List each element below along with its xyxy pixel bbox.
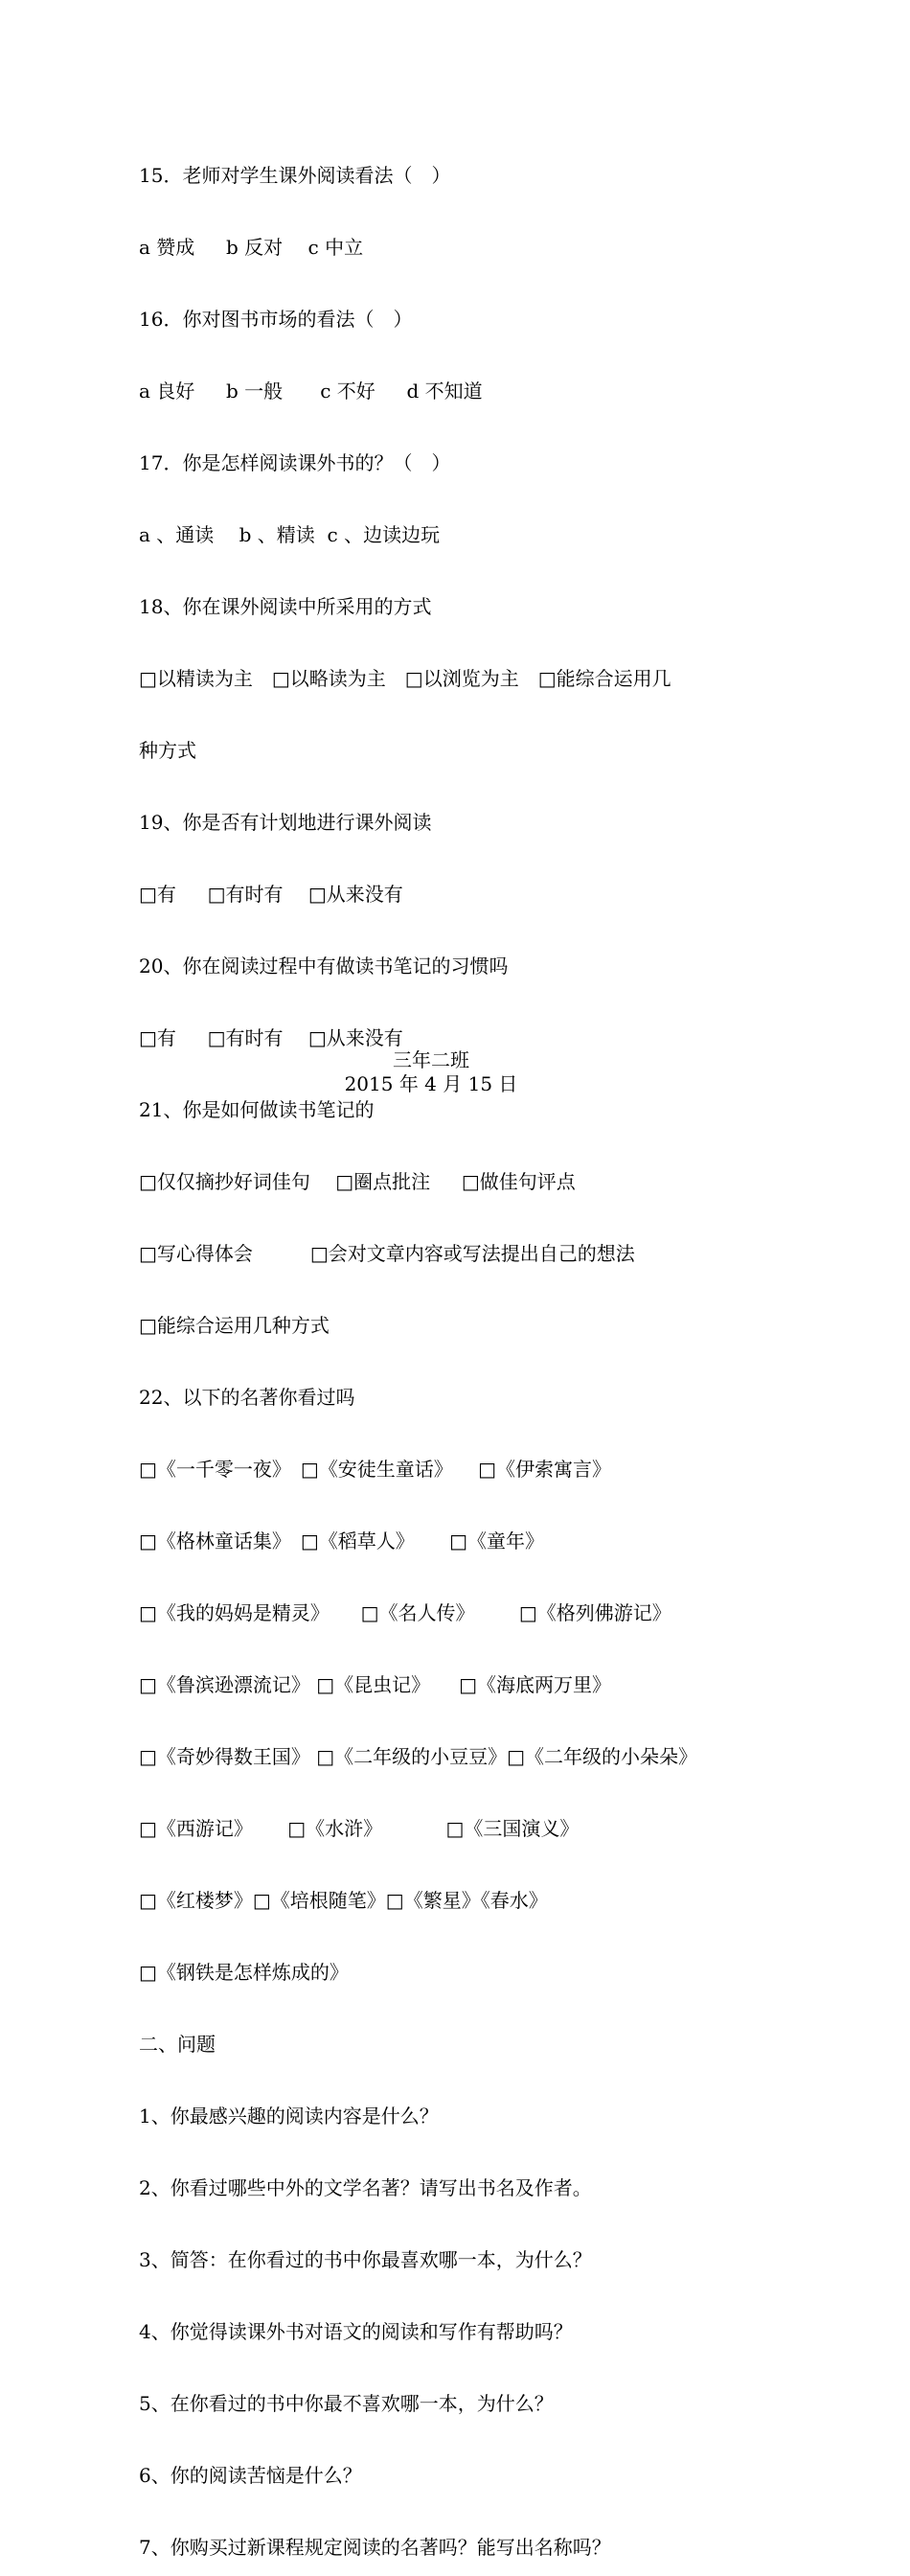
open-question-line: 6、你的阅读苦恼是什么？ bbox=[139, 2464, 362, 2487]
book-options-line: □《鲁滨逊漂流记》 □《昆虫记》 □《海底两万里》 bbox=[139, 1673, 612, 1696]
question-line: 19、你是否有计划地进行课外阅读 bbox=[139, 811, 432, 834]
open-question-line: 4、你觉得读课外书对语文的阅读和写作有帮助吗？ bbox=[139, 2320, 573, 2343]
questionnaire-body bbox=[139, 116, 809, 2576]
book-options-line: □《一千零一夜》 □《安徒生童话》 □《伊索寓言》 bbox=[139, 1458, 612, 1481]
checkbox-options-line: □写心得体会 □会对文章内容或写法提出自己的想法 bbox=[139, 1242, 635, 1265]
question-line: 16．你对图书市场的看法（ ） bbox=[139, 308, 413, 331]
book-options-line: □《我的妈妈是精灵》 □《名人传》 □《格列佛游记》 bbox=[139, 1601, 671, 1624]
open-question-line: 3、简答：在你看过的书中你最喜欢哪一本，为什么？ bbox=[139, 2248, 592, 2271]
checkbox-options-line: 种方式 bbox=[139, 739, 196, 762]
checkbox-options-line: □仅仅摘抄好词佳句 □圈点批注 □做佳句评点 bbox=[139, 1170, 576, 1193]
date-text: 2015 年 4 月 15 日 bbox=[344, 1072, 518, 1095]
question-line: 20、你在阅读过程中有做读书笔记的习惯吗 bbox=[139, 954, 509, 978]
question-line: 22、以下的名著你看过吗 bbox=[139, 1386, 355, 1409]
question-line: 18、你在课外阅读中所采用的方式 bbox=[139, 595, 432, 618]
book-options-line: □《红楼梦》□《培根随笔》□《繁星》《春水》 bbox=[139, 1889, 548, 1912]
checkbox-options-line: □有 □有时有 □从来没有 bbox=[139, 1026, 403, 1049]
class-name: 三年二班 bbox=[393, 1048, 469, 1071]
book-options-line: □《奇妙得数王国》 □《二年级的小豆豆》□《二年级的小朵朵》 bbox=[139, 1745, 698, 1768]
open-question-line: 5、在你看过的书中你最不喜欢哪一本，为什么？ bbox=[139, 2392, 554, 2415]
answer-options-line: a 良好 b 一般 c 不好 d 不知道 bbox=[139, 380, 483, 402]
checkbox-options-line: □有 □有时有 □从来没有 bbox=[139, 883, 403, 906]
open-question-line: 1、你最感兴趣的阅读内容是什么？ bbox=[139, 2104, 439, 2128]
section-heading: 二、问题 bbox=[139, 2033, 216, 2056]
signature-block bbox=[0, 1048, 862, 1096]
question-line: 17．你是怎样阅读课外书的？（ ） bbox=[139, 451, 451, 474]
book-options-line: □《格林童话集》 □《稻草人》 □《童年》 bbox=[139, 1530, 545, 1552]
open-question-line: 2、你看过哪些中外的文学名著？请写出书名及作者。 bbox=[139, 2176, 592, 2199]
checkbox-options-line: □以精读为主 □以略读为主 □以浏览为主 □能综合运用几 bbox=[139, 667, 671, 690]
question-line: 15．老师对学生课外阅读看法（ ） bbox=[139, 164, 451, 187]
checkbox-options-line: □能综合运用几种方式 bbox=[139, 1314, 330, 1337]
answer-options-line: a 赞成 b 反对 c 中立 bbox=[139, 236, 364, 259]
book-options-line: □《西游记》 □《水浒》 □《三国演义》 bbox=[139, 1817, 580, 1840]
answer-options-line: a 、通读 b 、精读 c 、边读边玩 bbox=[139, 523, 441, 546]
book-options-line: □《钢铁是怎样炼成的》 bbox=[139, 1961, 349, 1984]
open-question-line: 7、你购买过新课程规定阅读的名著吗？能写出名称吗？ bbox=[139, 2536, 611, 2559]
question-line: 21、你是如何做读书笔记的 bbox=[139, 1098, 375, 1121]
